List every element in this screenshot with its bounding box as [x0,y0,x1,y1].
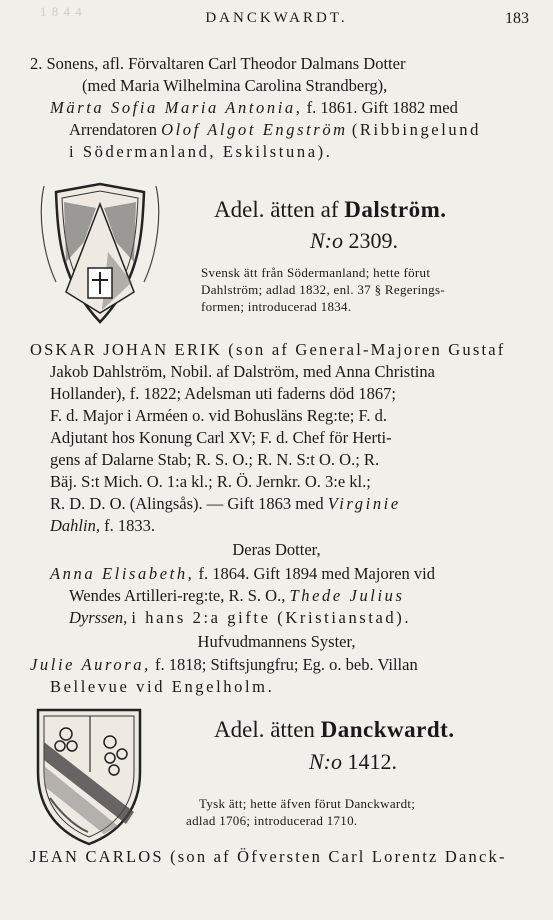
wife-birth: f. 1833. [104,516,155,535]
anna-line-1 [50,563,435,585]
anna-line-3 [69,607,411,629]
anna-details: f. 1864. Gift 1894 med Majoren vid [198,564,435,583]
dalstrom-family-heading [214,197,447,223]
julie-name: Julie Aurora, [30,655,151,674]
danckwardt-family-heading [214,717,455,743]
oskar-line-9 [50,515,155,537]
jean-line-1: JEAN CARLOS (son af Öfversten Carl Lorentz Danck- [30,847,507,866]
oskar-line-3: Hollander), f. 1822; Adelsman uti faderns död 1867; [50,384,396,403]
wife-name: Virginie [327,494,401,513]
page-header [0,8,553,32]
family-number-value: 2309. [348,228,398,253]
entry-2-line-1: 2. Sonens, afl. Förvaltaren Carl Theodor Dalmans Dotter [30,54,406,73]
family-number-label: N:o [310,228,343,253]
dalstrom-note-line-2: Dahlström; adlad 1832, enl. 37 § Regerings- [201,282,445,297]
oskar-line-8 [50,493,401,515]
bleed-through-mark: 1 8 4 4 [40,4,83,19]
daughter-details: f. 1861. Gift 1882 med [306,98,458,117]
dalstrom-family-number [310,228,398,254]
family-heading-prefix: Adel. ätten af [214,197,339,222]
entry-2-line-2: (med Maria Wilhelmina Carolina Strandberg), [82,76,388,95]
danckwardt-family-number [309,749,397,775]
anna-spouse-surname: Dyrssen, [69,608,128,627]
julie-line-2: Bellevue vid Engelholm. [50,677,275,696]
subheading-hufvudmannens-syster: Hufvudmannens Syster, [197,632,356,651]
spouse-place: (Ribbingelund [351,120,481,139]
entry-2-line-4 [69,119,481,141]
family-heading-prefix: Adel. ätten [214,717,315,742]
oskar-line-8-text: R. D. D. O. (Alingsås). — Gift 1863 med [50,494,324,513]
oskar-line-4: F. d. Major i Arméen o. vid Bohusläns Reg:te; F. d. [50,406,387,425]
family-heading-name: Danckwardt. [320,717,455,742]
julie-details: f. 1818; Stiftsjungfru; Eg. o. beb. Villan [155,655,418,674]
anna-line-2-text: Wendes Artilleri-reg:te, R. S. O., [69,586,286,605]
oskar-line-2: Jakob Dahlström, Nobil. af Dalström, med Anna Christina [50,362,435,381]
dalstrom-note-line-3: formen; introducerad 1834. [201,299,352,314]
daughter-name: Märta Sofia Maria Antonia, [50,98,303,117]
family-number-label: N:o [309,749,342,774]
dalstrom-note-line-1: Svensk ätt från Södermanland; hette förut [201,265,431,280]
oskar-line-5: Adjutant hos Konung Carl XV; F. d. Chef för Herti- [50,428,392,447]
anna-spouse-name: Thede Julius [289,586,405,605]
page-number: 183 [505,10,529,27]
spouse-name: Olof Algot Engström [161,120,348,139]
running-title: DANCKWARDT. [205,10,348,26]
family-heading-name: Dalström. [344,197,447,222]
entry-2-line-5: i Södermanland, Eskilstuna). [69,142,333,161]
dalstrom-coat-of-arms-icon [36,182,164,333]
oskar-line-7: Bäj. S:t Mich. O. 1:a kl.; R. Ö. Jernkr. O. 3:e kl.; [50,472,371,491]
danckwardt-coat-of-arms-icon [30,702,148,853]
oskar-line-6: gens af Dalarne Stab; R. S. O.; R. N. S:t O. O.; R. [50,450,380,469]
julie-line-1 [30,654,418,676]
anna-line-2 [69,585,405,607]
subheading-deras-dotter: Deras Dotter, [232,540,321,559]
family-number-value: 1412. [347,749,397,774]
anna-name: Anna Elisabeth, [50,564,195,583]
entry-2-line-3 [50,97,458,119]
oskar-line-1: OSKAR JOHAN ERIK (son af General-Majoren Gustaf [30,340,506,359]
spouse-title: Arrendatoren [69,120,157,139]
wife-surname: Dahlin, [50,516,100,535]
anna-line-3-text: i hans 2:a gifte (Kristianstad). [131,608,412,627]
danckwardt-note-line-1: Tysk ätt; hette äfven förut Danckwardt; [199,796,416,811]
danckwardt-note-line-2: adlad 1706; introducerad 1710. [186,813,358,828]
